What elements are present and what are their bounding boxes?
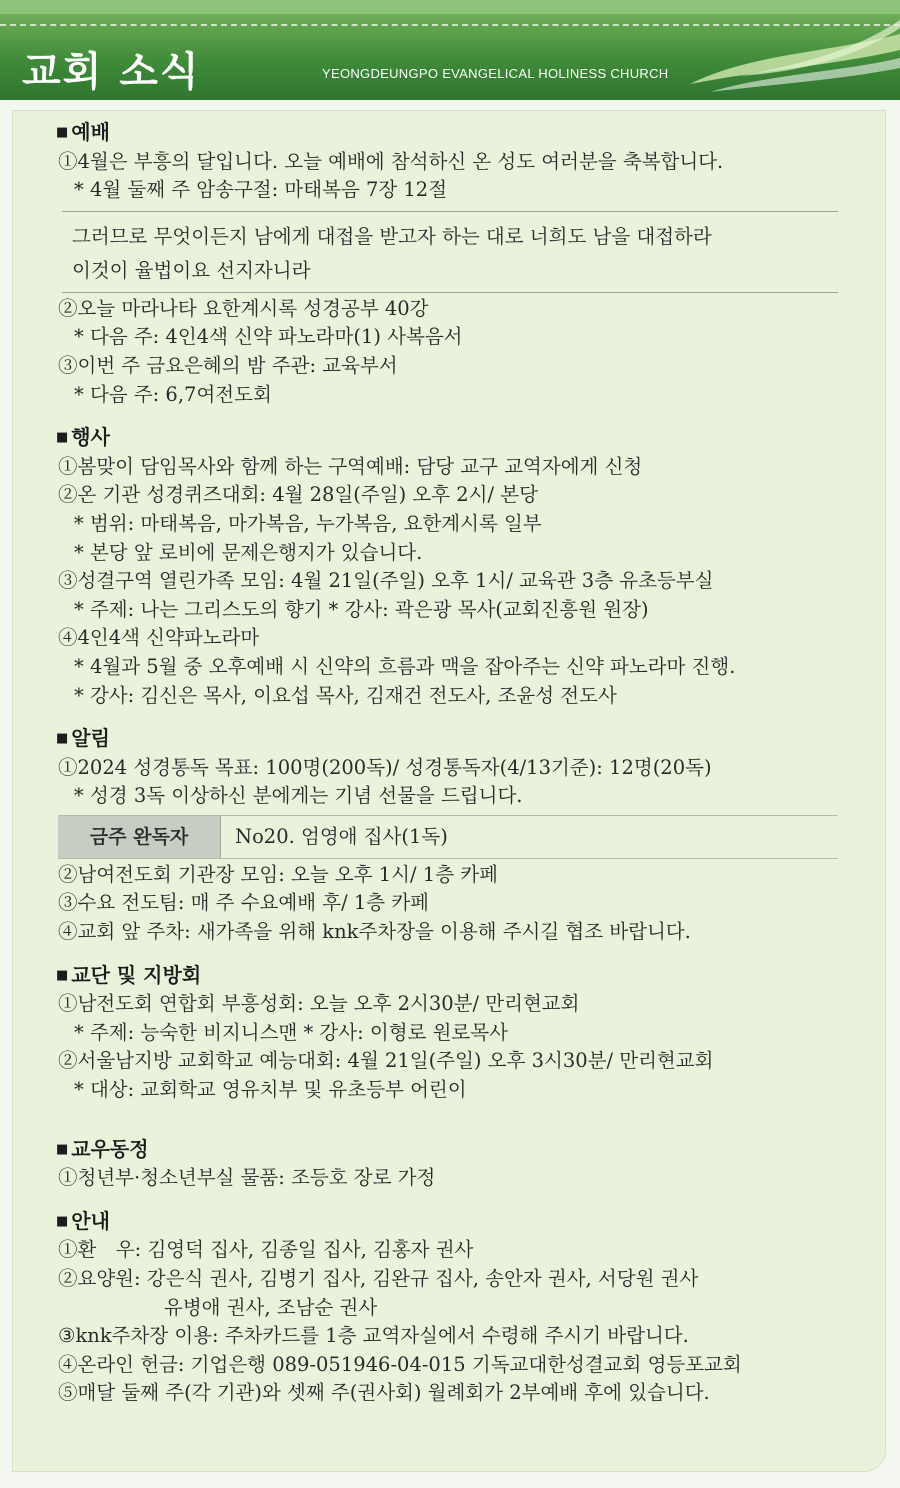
worship-item-2: ②오늘 마라나타 요한계시록 성경공부 40강 xyxy=(58,296,429,320)
events-item-1: ①봄맞이 담임목사와 함께 하는 구역예배: 담당 교구 교역자에게 신청 xyxy=(58,454,643,478)
worship-item-3: ③이번 주 금요은혜의 밤 주관: 교육부서 xyxy=(58,353,398,377)
leaf-swoosh-icon xyxy=(680,14,900,100)
notices-item-4: ④교회 앞 주차: 새가족을 위해 knk주차장을 이용해 주시길 협조 바랍니다. xyxy=(58,920,691,944)
section-heading-guide: ■ 안내 xyxy=(56,1208,110,1233)
guide-item-5: ⑤매달 둘째 주(각 기관)와 셋째 주(권사회) 월례회가 2부예배 후에 있습니다. xyxy=(58,1381,710,1405)
events-item-3-note: * 주제: 나는 그리스도의 향기 * 강사: 곽은광 목사(교회진흥원 원장) xyxy=(74,597,649,621)
guide-item-4: ④온라인 헌금: 기업은행 089-051946-04-015 기독교대한성결교회 영등포교회 xyxy=(58,1352,742,1376)
guide-item-3: ③knk주차장 이용: 주차카드를 1층 교역자실에서 수령해 주시기 바랍니다. xyxy=(58,1324,689,1348)
district-item-2: ②서울남지방 교회학교 예능대회: 4월 21일(주일) 오후 3시30분/ 만리현교회 xyxy=(58,1049,714,1073)
guide-item-2: ②요양원: 강은식 권사, 김병기 집사, 김완규 집사, 송안자 권사, 서당원 권사 xyxy=(58,1267,699,1290)
section-heading-members: ■ 교우동정 xyxy=(56,1136,149,1161)
section-heading-district: ■ 교단 및 지방회 xyxy=(56,962,202,987)
district-item-2-note: * 대상: 교회학교 영유치부 및 유초등부 어린이 xyxy=(74,1078,467,1102)
guide-item-2-continued: 유병애 권사, 조남순 권사 xyxy=(164,1295,378,1319)
members-item-1: ①청년부·청소년부실 물품: 조등호 장로 가정 xyxy=(58,1166,436,1190)
memory-verse-box xyxy=(62,211,838,293)
notices-item-2: ②남여전도회 기관장 모임: 오늘 오후 1시/ 1층 카페 xyxy=(58,862,498,886)
events-item-4-note-1: * 4월과 5월 중 오후예배 시 신약의 흐름과 맥을 잡아주는 신약 파노라마 진행. xyxy=(74,654,736,678)
completed-readers-table xyxy=(58,815,838,859)
events-item-2-note-2: * 본당 앞 로비에 문제은행지가 있습니다. xyxy=(74,540,423,564)
events-item-3: ③성결구역 열린가족 모임: 4월 21일(주일) 오후 1시/ 교육관 3층 유초등부실 xyxy=(58,569,714,593)
section-heading-notices: ■ 알림 xyxy=(56,726,110,751)
events-item-4-note-2: * 강사: 김신은 목사, 이요섭 목사, 김재건 전도사, 조윤성 전도사 xyxy=(74,683,617,707)
section-heading-worship: ■ 예배 xyxy=(56,120,110,144)
worship-item-2-note: * 다음 주: 4인4색 신약 파노라마(1) 사복음서 xyxy=(74,325,463,349)
events-item-2: ②온 기관 성경퀴즈대회: 4월 28일(주일) 오후 2시/ 본당 xyxy=(58,483,538,507)
district-item-1-note: * 주제: 능숙한 비지니스맨 * 강사: 이형로 원로목사 xyxy=(74,1020,508,1044)
events-item-2-note-1: * 범위: 마태복음, 마가복음, 누가복음, 요한계시록 일부 xyxy=(74,511,542,535)
header-banner xyxy=(0,0,900,100)
events-item-4: ④4인4색 신약파노라마 xyxy=(58,626,260,650)
news-content xyxy=(58,118,838,1408)
notices-item-3: ③수요 전도팀: 매 주 수요예배 후/ 1층 카페 xyxy=(58,891,429,915)
memory-verse-line-2: 이것이 율법이요 선지자니라 xyxy=(72,258,311,282)
district-item-1: ①남전도회 연합회 부흥성회: 오늘 오후 2시30분/ 만리현교회 xyxy=(58,992,580,1016)
worship-item-1: ①4월은 부흥의 달입니다. 오늘 예배에 참석하신 온 성도 여러분을 축복합니다. xyxy=(58,149,724,173)
notices-item-1: ①2024 성경통독 목표: 100명(200독)/ 성경통독자(4/13기준): 12명(20독) xyxy=(58,755,712,779)
guide-item-1: ①환 우: 김영덕 집사, 김종일 집사, 김홍자 권사 xyxy=(58,1238,474,1262)
church-name: YEONGDEUNGPO EVANGELICAL HOLINESS CHURCH xyxy=(322,66,669,81)
completed-readers-label: 금주 완독자 xyxy=(58,816,221,858)
memory-verse-line-1: 그러므로 무엇이든지 남에게 대접을 받고자 하는 대로 너희도 남을 대접하라 xyxy=(72,224,712,248)
section-heading-events: ■ 행사 xyxy=(56,425,110,450)
worship-item-3-note: * 다음 주: 6,7여전도회 xyxy=(74,382,272,406)
worship-memory-verse-note: * 4월 둘째 주 암송구절: 마태복음 7장 12절 xyxy=(74,178,448,202)
page-title: 교회 소식 xyxy=(22,49,201,95)
completed-readers-value: No20. 엄영애 집사(1독) xyxy=(235,824,448,848)
notices-item-1-note: * 성경 3독 이상하신 분에게는 기념 선물을 드립니다. xyxy=(74,784,523,808)
